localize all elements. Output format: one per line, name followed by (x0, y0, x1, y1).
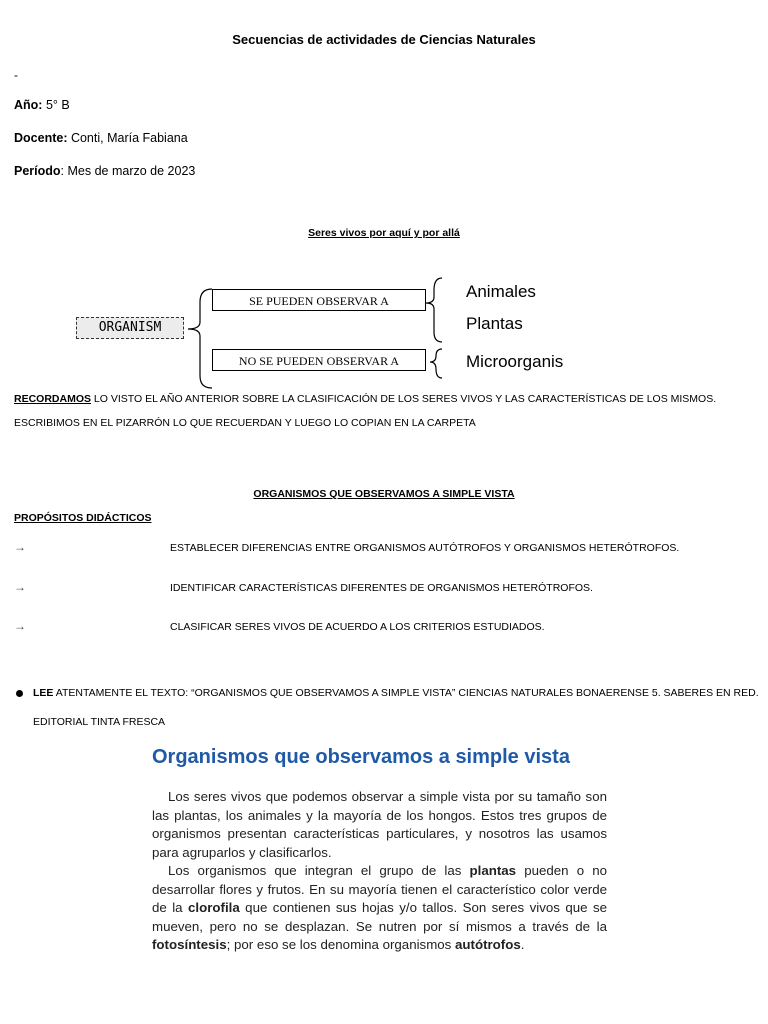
book-paragraph-2: Los organismos que integran el grupo de las plantas pueden o no desarrollar flores y frutos. En su mayoría tienen el característico color verde de la clorofila que contienen sus hojas y/o tallos. Son seres vivos que se mueven, pero no se desplazan. Se nutren por sí mismos a través de la fotosíntesis; por eso se los denomina organismos autótrofos. (152, 863, 607, 952)
organism-root-box: ORGANISM (76, 317, 184, 339)
arrow-icon: → (14, 540, 26, 554)
year-value: 5° B (42, 98, 70, 112)
purposes-heading: PROPÓSITOS DIDÁCTICOS (14, 512, 152, 524)
reading-text: ATENTAMENTE EL TEXTO: “ORGANISMOS QUE OBSERVAMOS A SIMPLE VISTA” CIENCIAS NATURALES BONAERENSE 5. SABERES EN RED. (53, 687, 759, 699)
recall-line-2: ESCRIBIMOS EN EL PIZARRÓN LO QUE RECUERDAN Y LUEGO LO COPIAN EN LA CARPETA (14, 417, 476, 429)
leaf-microorganisms: Microorganis (466, 352, 564, 371)
bullet-icon (16, 690, 23, 697)
dash-mark: - (14, 68, 18, 82)
year-label: Año: (14, 98, 43, 112)
leaf-plants: Plantas (466, 314, 523, 333)
observable-box: SE PUEDEN OBSERVAR A (212, 289, 426, 311)
arrow-icon: → (14, 580, 26, 594)
recall-lead: RECORDAMOS (14, 393, 92, 405)
not-observable-box: NO SE PUEDEN OBSERVAR A (212, 349, 426, 371)
book-excerpt-heading: Organismos que observamos a simple vista (152, 746, 570, 768)
arrow-icon: → (14, 619, 26, 633)
period-label: Período (14, 164, 61, 178)
book-paragraph-1: Los seres vivos que podemos observar a simple vista por su tamaño son las plantas, los animales y la mayoría de los hongos. Estos tres grupos de organismos presentan características particulares, y nosotros las usamos para agruparlos y clasificarlos. (152, 789, 607, 860)
reading-instruction (33, 687, 759, 699)
recall-rest: LO VISTO EL AÑO ANTERIOR SOBRE LA CLASIFICACIÓN DE LOS SERES VIVOS Y LAS CARACTERÍSTICAS DE LOS MISMOS. (91, 393, 717, 405)
document-title: Secuencias de actividades de Ciencias Naturales (232, 32, 536, 47)
reading-publisher: EDITORIAL TINTA FRESCA (33, 716, 166, 728)
period-line (14, 164, 195, 178)
classification-diagram (0, 270, 768, 392)
teacher-value: Conti, María Fabiana (67, 131, 188, 145)
period-value: : Mes de marzo de 2023 (60, 164, 196, 178)
book-excerpt-text (152, 788, 607, 955)
section-heading-organisms: ORGANISMOS QUE OBSERVAMOS A SIMPLE VISTA (253, 488, 515, 500)
recall-line-1 (14, 393, 716, 405)
year-line (14, 98, 70, 112)
teacher-line (14, 131, 188, 145)
reading-lead: LEE (33, 687, 54, 699)
purpose-item: CLASIFICAR SERES VIVOS DE ACUERDO A LOS CRITERIOS ESTUDIADOS. (170, 621, 545, 633)
section-heading-living-beings: Seres vivos por aquí y por allá (308, 227, 460, 239)
leaf-animals: Animales (466, 282, 536, 301)
purpose-item: ESTABLECER DIFERENCIAS ENTRE ORGANISMOS AUTÓTROFOS Y ORGANISMOS HETERÓTROFOS. (170, 542, 680, 554)
purpose-item: IDENTIFICAR CARACTERÍSTICAS DIFERENTES DE ORGANISMOS HETERÓTROFOS. (170, 582, 593, 594)
teacher-label: Docente: (14, 131, 68, 145)
